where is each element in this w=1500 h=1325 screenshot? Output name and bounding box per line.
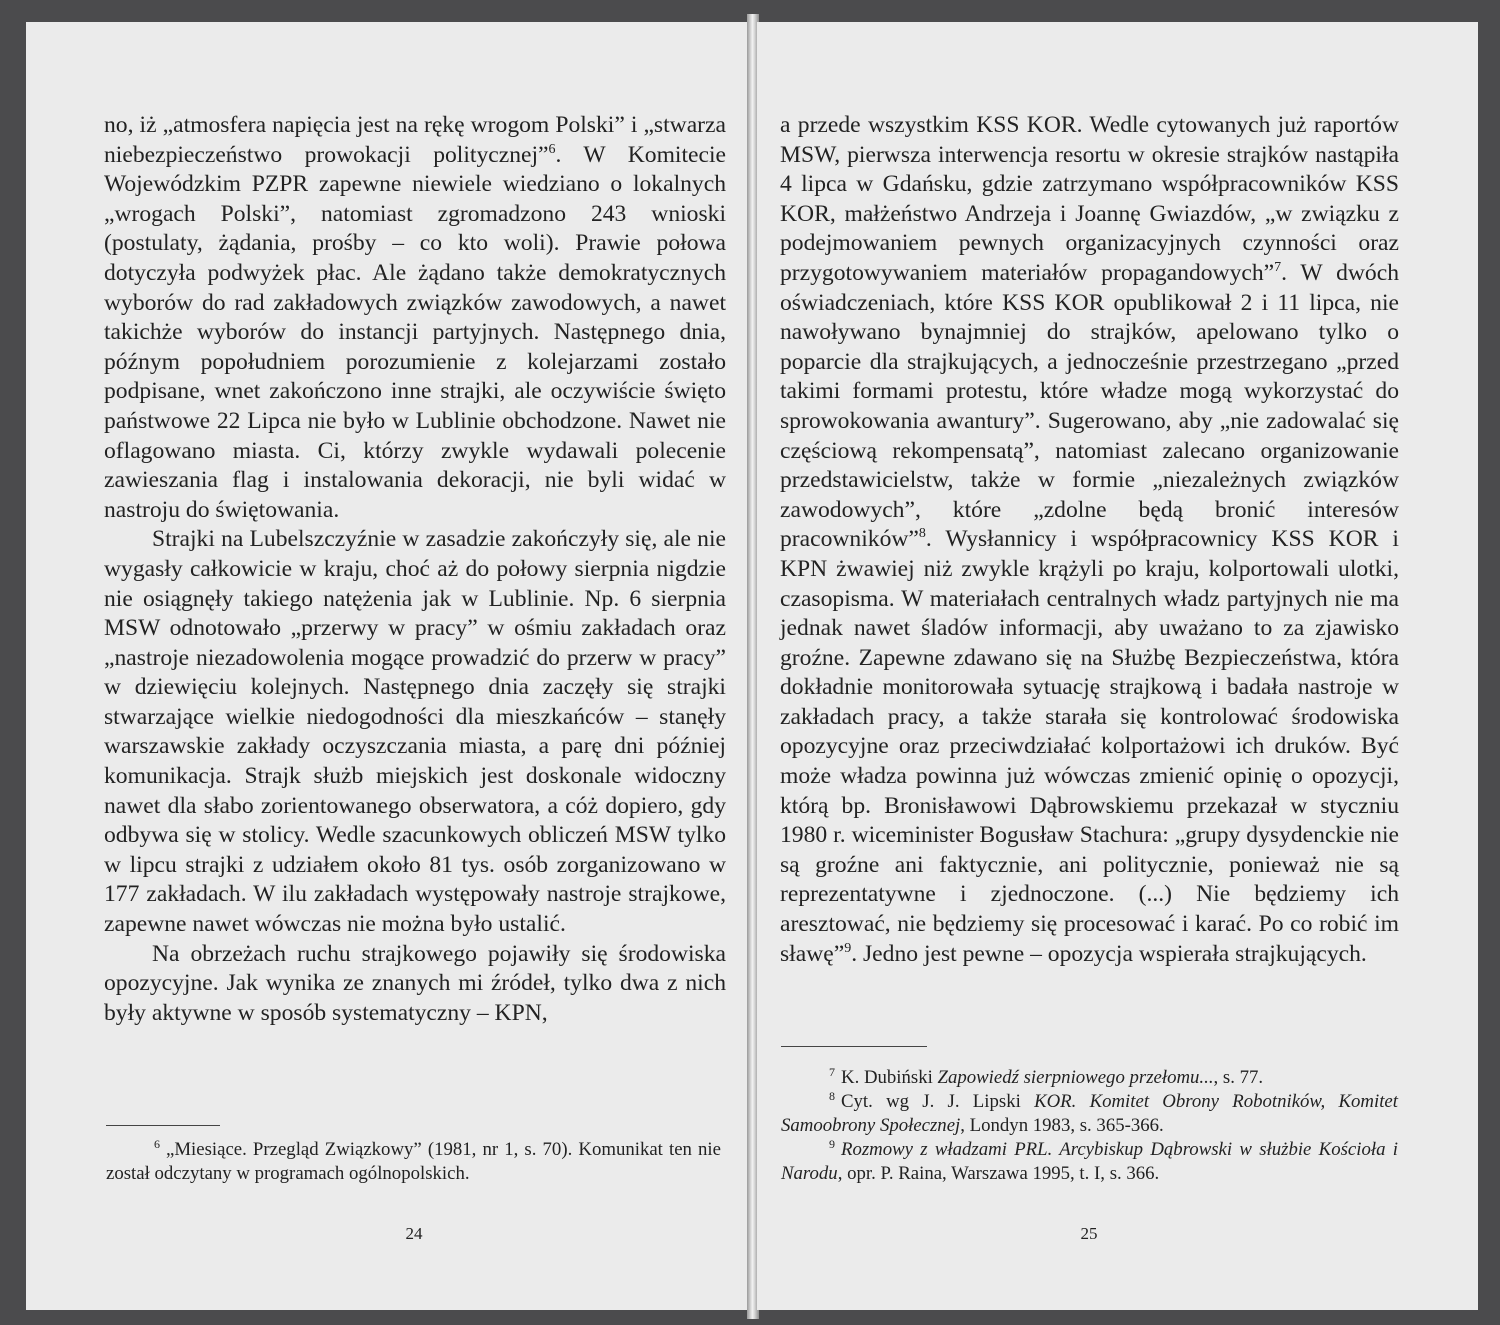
right-page (757, 22, 1478, 1310)
page-number: 25 (1080, 1224, 1098, 1243)
text-run: . W dwóch oświadczeniach, które KSS KOR opublikował 2 i 11 lipca, nie nawoływano bynajmniej do strajków, apelowano tylko o poparcie dla strajkujących, a jednocześnie przestrzegano „przed takimi formami protestu, które władze mogą wykorzystać do sprowokowania awantury”. Sugerowano, aby „nie zadowalać się częściową rekompensatą”, natomiast zalecano organizowanie przedstawicielstw, także w formie „niezależnych związków zawodowych”, które „zdolne będą bronić interesów pracowników” (780, 259, 1399, 553)
footnote-ref-7[interactable]: 7 (1274, 259, 1282, 275)
footnote-title: Zapowiedź sierpniowego przełomu... (937, 1067, 1214, 1088)
footnote-divider (781, 1046, 927, 1047)
footnote-text: Cyt. wg J. J. Lipski (841, 1091, 1035, 1112)
left-page-body (104, 111, 726, 1028)
footnote-marker: 7 (829, 1065, 835, 1079)
left-page (26, 22, 749, 1310)
text-run: no, iż „atmosfera napięcia jest na rękę wrogom Polski” i „stwarza niebezpieczeństwo prowokacji politycznej” (104, 112, 726, 168)
text-run: . Wysłannicy i współpracownicy KSS KOR i KPN żwawiej niż zwykle krążyli po kraju, kolportowali ulotki, czasopisma. W materiałach centralnych władz partyjnych nie ma jednak nawet śladów informacji, aby uważano to za zjawisko groźne. Zapewne zdawano się na Służbę Bezpieczeństwa, która dokładnie monitorowała sytuację strajkową i badała nastroje w zakładach pracy, a także starała się kontrolować środowiska opozycyjne oraz przeciwdziałać kolportażowi ich druków. Być może władza powinna już wówczas zmienić opinię o opozycji, którą bp. Bronisławowi Dąbrowskiemu przekazał w styczniu 1980 r. wiceminister Bogusław Stachura: „grupy dysydenckie nie są groźne ani faktycznie, ani politycznie, ponieważ nie są reprezentatywne i zjednoczone. (...) Nie będziemy ich aresztować, nie będziemy się procesować i karać. Po co robić im sławę” (780, 526, 1399, 967)
footnote-text: K. Dubiński (841, 1067, 938, 1088)
footnote-title: KOR. Komitet Obrony Robotników, Komitet Samoobrony Społecznej (781, 1091, 1398, 1136)
footnote (781, 1138, 1398, 1186)
footnote-marker: 8 (829, 1089, 835, 1103)
footnote-marker: 9 (829, 1137, 835, 1151)
text-run: . W Komitecie Wojewódzkim PZPR zapewne niewiele wiedziano o lokalnych „wrogach Polski”, natomiast zgromadzono 243 wnioski (postulaty, żądania, prośby – co kto woli). Prawie połowa dotyczyła podwyżek płac. Ale żądano także demokratycznych wyborów do rad zakładowych związków zawodowych, a nawet takichże wyborów do instancji partyjnych. Następnego dnia, późnym popołudniem porozumienie z kolejarzami zostało podpisane, wnet zakończono inne strajki, ale oczywiście święto państwowe 22 Lipca nie było w Lublinie obchodzone. Nawet nie oflagowano miasta. Ci, którzy zwykle wydawali polecenie zawieszania flag i instalowania dekoracji, nie byli widać w nastroju do świętowania. (104, 141, 726, 523)
page-number: 24 (405, 1224, 423, 1243)
footnote-ref-6[interactable]: 6 (548, 141, 556, 157)
footnote-ref-8[interactable]: 8 (918, 526, 926, 542)
footnote-title: Rozmowy z władzami PRL. Arcybiskup Dąbrowski w służbie Kościoła i Narodu (781, 1139, 1398, 1184)
footnotes (106, 1138, 721, 1186)
footnote (781, 1066, 1398, 1090)
footnotes (781, 1066, 1398, 1186)
paragraph (780, 111, 1399, 969)
paragraph: Na obrzeżach ruchu strajkowego pojawiły się środowiska opozycyjne. Jak wynika ze znanych mi źródeł, tylko dwa z nich były aktywne w sposób systematyczny – KPN, (104, 940, 726, 1026)
footnote-divider (106, 1125, 220, 1126)
footnote-marker: 6 (154, 1137, 160, 1151)
paragraph: Strajki na Lubelszczyźnie w zasadzie zakończyły się, ale nie wygasły całkowicie w kraju, choć aż do połowy sierpnia nigdzie nie osiągnęły takiego natężenia jak w Lublinie. Np. 6 sierpnia MSW odnotowało „przerwy w pracy” w ośmiu zakładach oraz „nastroje niezadowolenia mogące prowadzić do przerw w pracy” w dziewięciu kolejnych. Następnego dnia zaczęły się strajki stwarzające wielkie niedogodności dla mieszkańców – stanęły warszawskie zakłady oczyszczania miasta, a parę dni później komunikacja. Strajk służb miejskich jest doskonale widoczny nawet dla słabo zorientowanego obserwatora, a cóż dopiero, gdy odbywa się w stolicy. Wedle szacunkowych obliczeń MSW tylko w lipcu strajki z udziałem około 81 tys. osób zorganizowano w 177 zakładach. W ilu zakładach występowały nastroje strajkowe, zapewne nawet wówczas nie można było ustalić. (104, 526, 726, 938)
footnote-text: „Miesiące. Przegląd Związkowy” (1981, nr 1, s. 70). Komunikat ten nie został odczytany w programach ogólnopolskich. (106, 1139, 721, 1184)
footnote-text: , opr. P. Raina, Warszawa 1995, t. I, s. 366. (837, 1163, 1160, 1184)
footnote (781, 1090, 1398, 1138)
footnote (106, 1138, 721, 1186)
paragraph (104, 111, 726, 525)
footnote-ref-9[interactable]: 9 (844, 940, 852, 956)
right-page-body (780, 111, 1399, 969)
text-run: a przede wszystkim KSS KOR. Wedle cytowanych już raportów MSW, pierwsza interwencja resortu w okresie strajków nastąpiła 4 lipca w Gdańsku, gdzie zatrzymano współpracowników KSS KOR, małżeństwo Andrzeja i Joannę Gwiazdów, „w związku z podejmowaniem pewnych organizacyjnych czynności oraz przygotowywaniem materiałów propagandowych” (780, 112, 1399, 286)
text-run: . Jedno jest pewne – opozycja wspierała strajkujących. (851, 940, 1367, 967)
footnote-text: , Londyn 1983, s. 365-366. (960, 1115, 1164, 1136)
footnote-text: , s. 77. (1213, 1067, 1264, 1088)
